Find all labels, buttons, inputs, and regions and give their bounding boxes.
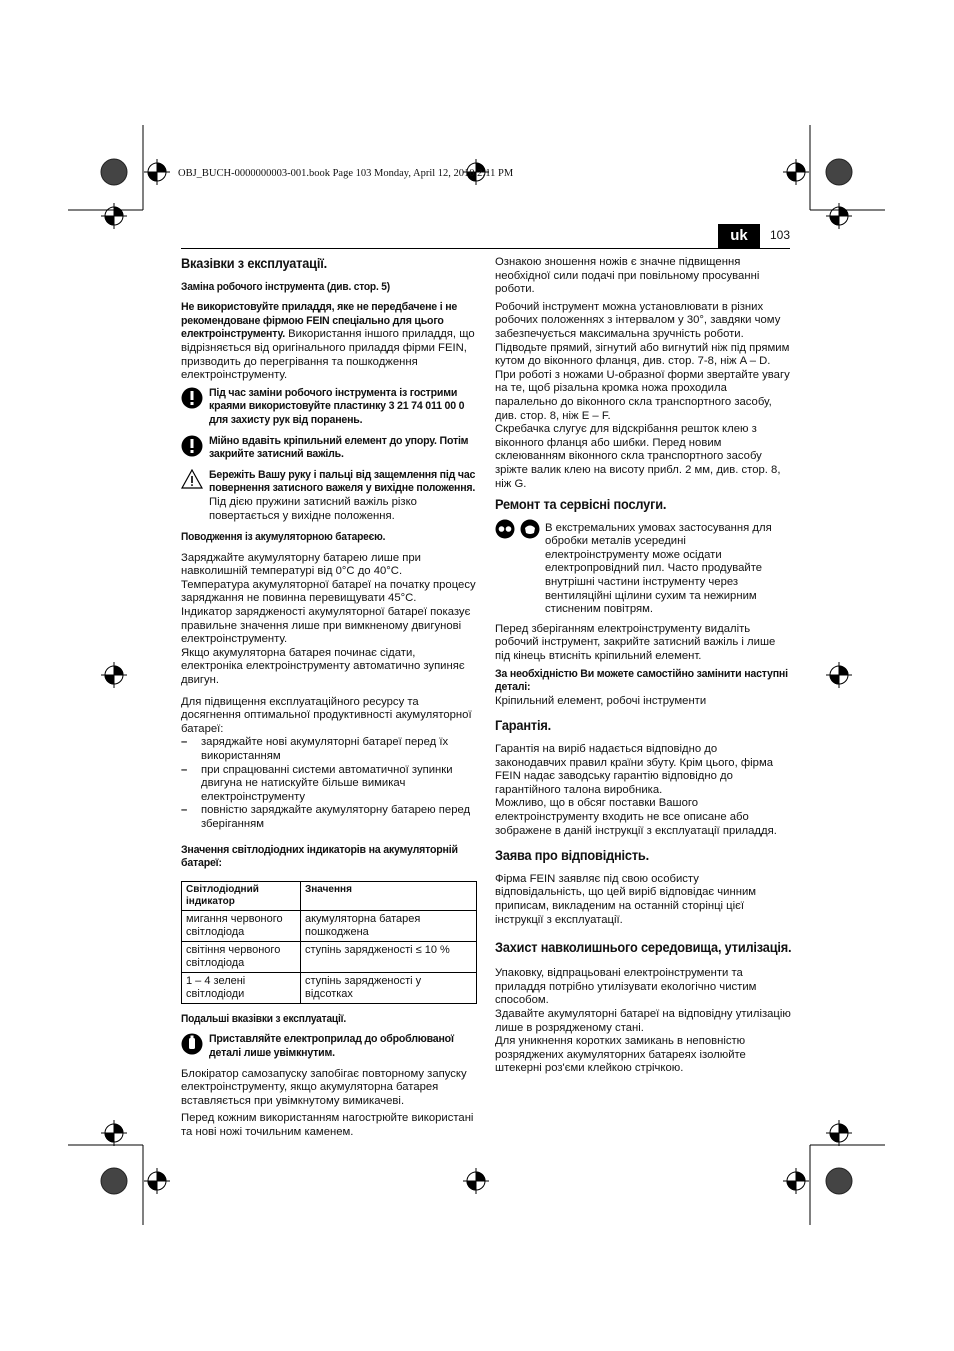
table-header-cell: Світлодіодний індикатор	[182, 881, 301, 910]
wear-paragraph: Ознакою зношення ножів є значне підвищення необхідної сили подачі при повільному просуванні роботи.	[495, 256, 760, 296]
warning-block-1	[181, 387, 477, 428]
battery-paragraph-1: Заряджайте акумуляторну батарею лише при навколишній температурі від 0°C до 40°C.	[181, 551, 421, 578]
warranty-paragraph-2: Можливо, що в обсяг поставки Вашого електроінструменту входить не все описане або зображене в даній інструкції з експлуатації приладдя.	[495, 797, 777, 837]
scraper-paragraph: Скребачка слугує для відскрібання решток клею з віконного фланця або шибки. Перед новим склеюванням віконного скла транспортного засобу зріжте валик клею на висоту прибл. 2 мм, див. стор. 8, ніж G.	[495, 423, 781, 490]
heading-usage: Вказівки з експлуатації.	[181, 256, 327, 272]
battery-paragraph-5: Для підвищення експлуатаційного ресурсу та досягнення оптимальної продуктивності акумуляторної батареї:	[181, 695, 472, 735]
sharpen-paragraph: Перед кожним використанням нагострюйте використані та нові ножі точильним каменем.	[181, 1112, 474, 1138]
page-number: 103	[770, 228, 791, 242]
table-cell: акумуляторна батарея пошкоджена	[301, 910, 477, 941]
header-rule	[181, 248, 790, 249]
table-header-cell: Значення	[301, 881, 477, 910]
warning-block-3	[181, 469, 477, 523]
heading-conformity: Заява про відповідність.	[495, 848, 649, 865]
left-column	[181, 256, 477, 1144]
exclamation-icon	[181, 387, 203, 409]
warning-text-3-bold: Бережіть Вашу руку і пальці від защемлення під час повернення затисного важеля у вихідне положення.	[209, 468, 476, 495]
protective-goggles-icon	[495, 519, 515, 539]
battery-paragraph-3: Індикатор зарядженості акумуляторної батареї показує правильне значення лише при вимкненому двигунові електроінструменту.	[181, 606, 471, 646]
environment-paragraph-3: Для уникнення коротких замикань в неповністю розряджених акумуляторних батареях ізолюйте штекерні роз'єми клейкою стрічкою.	[495, 1035, 746, 1075]
restart-lock-paragraph: Блокіратор самозапуску запобігає повторному запуску електроінструменту, якщо акумуляторна батарея вставляється при увімкнутому вимикачеві.	[181, 1067, 467, 1107]
right-column	[495, 256, 791, 1080]
language-badge: uk	[718, 224, 760, 248]
conformity-paragraph: Фірма FEIN заявляє під свою особисту відповідальність, що цей виріб відповідає чинним приписам, викладеним на останній сторінці цієї інструкції з експлуатації.	[495, 872, 757, 926]
u-blade-paragraph: При роботі з ножами U-образної форми звертайте увагу на те, щоб різальна кромка ножа проходила паралельно до віконного скла транспортного засобу, див. стор. 8, ніж E – F.	[495, 368, 790, 422]
led-table-title: Значення світлодіодних індикаторів на акумуляторній батареї:	[181, 843, 458, 870]
led-indicator-table	[181, 881, 477, 1004]
exclamation-icon	[181, 435, 203, 457]
warning-triangle-icon	[181, 469, 203, 489]
table-row	[182, 941, 477, 972]
heading-warranty: Гарантія.	[495, 718, 551, 735]
straight-blade-paragraph: Підводьте прямий, зігнутий або вигнутий ніж під прямим кутом до віконного фланця, див. стор. 7-8, ніж A – D.	[495, 341, 790, 368]
position-paragraph: Робочий інструмент можна установлювати в різних робочих положеннях з інтервалом у 30°, завдяки чому забезпечується максимальна зручність роботи.	[495, 300, 781, 340]
heading-tool-change: Заміна робочого інструмента (див. стор. 5)	[181, 280, 390, 293]
table-cell: ступінь зарядженості у відсотках	[301, 972, 477, 1003]
heading-environment: Захист навколишнього середовища, утилізація.	[495, 940, 792, 957]
service-paragraph-1: В екстремальних умовах застосування для обробки металів усередині електроінструменту може осідати електропровідний пил. Часто продувайте внутрішні частини інструменту через вентиляційні щілини сухим та нежирним стисненим повітрям.	[545, 521, 772, 616]
warning-block-4	[181, 1033, 477, 1060]
accessory-paragraph	[181, 301, 477, 383]
list-item: – повністю заряджайте акумуляторну батарею перед зберіганням	[181, 804, 471, 830]
heading-service: Ремонт та сервісні послуги.	[495, 497, 667, 514]
environment-paragraph-2: Здавайте акумуляторні батареї на відповідну утилізацію лише в розрядженому стані.	[495, 1007, 791, 1034]
warning-block-2	[181, 435, 477, 462]
warranty-paragraph-1: Гарантія на виріб надається відповідно до законодавчих правил країни збуту. Крім цього, фірма FEIN надає заводську гарантію відповідно до гарантійного талона виробника.	[495, 743, 774, 796]
service-parts-list: Кріпильний елемент, робочі інструменти	[495, 694, 707, 707]
warning-text-3-rest: Під дією пружини затисний важіль різко повертається у вихідне положення.	[209, 495, 417, 522]
list-item: – при спрацюванні системи автоматичної зупинки двигуна не натискуйте більше вимикач електроінструменту	[181, 763, 453, 803]
table-header-row	[182, 881, 477, 910]
table-cell: світіння червоного світлодіода	[182, 941, 301, 972]
warning-text-1: Під час заміни робочого інструмента із гострими краями використовуйте пластинку 3 21 74 011 00 0 для захисту рук від поранень.	[209, 386, 465, 426]
heading-more-usage: Подальші вказівки з експлуатації.	[181, 1012, 346, 1025]
table-row	[182, 910, 477, 941]
dust-mask-icon	[520, 519, 540, 539]
battery-paragraph-2: Температура акумуляторної батареї на початку процесу заряджання не повинна перевищувати 45°C.	[181, 578, 476, 605]
heading-battery: Поводження із акумуляторною батареєю.	[181, 531, 386, 544]
warning-text-3	[209, 469, 477, 523]
service-parts-title: За необхідністю Ви можете самостійно замінити наступні деталі:	[495, 667, 788, 694]
list-item: – заряджайте нові акумуляторні батареї перед їх використанням	[181, 736, 449, 762]
table-row	[182, 972, 477, 1003]
environment-paragraph-1: Упаковку, відпрацьовані електроінструменти та приладдя потрібно утилізувати екологічно чистим способом.	[495, 967, 757, 1007]
warning-text-4: Приставляйте електроприлад до оброблюваної деталі лише увімкнутим.	[209, 1033, 454, 1059]
warning-text-2: Мійно вдавіть кріпильний елемент до упору. Потім закрийте затисний важіль.	[209, 434, 469, 461]
table-cell: 1 – 4 зелені світлодіоди	[182, 972, 301, 1003]
accessory-warning-bold: Не використовуйте приладдя, яке не передбачене і не рекомендоване фірмою FEIN спеціально для цього електроінструменту.	[181, 301, 458, 341]
service-block	[495, 522, 791, 617]
book-file-info: OBJ_BUCH-0000000003-001.book Page 103 Monday, April 12, 2010 2:11 PM	[178, 168, 514, 179]
hand-tool-icon	[181, 1033, 203, 1055]
service-paragraph-2: Перед зберіганням електроінструменту видаліть робочий інструмент, закрийте затисний важіль і лише під кінець втисніть кріпильний елемент.	[495, 622, 776, 663]
table-cell: мигання червоного світлодіода	[182, 910, 301, 941]
accessory-warning-text: Використання іншого приладдя, що відрізняється від оригінального приладдя фірми FEIN, призводить до перегрівання та пошкодження електроінструменту.	[181, 328, 475, 382]
battery-paragraph-4: Якщо акумуляторна батарея починає сідати, електроніка електроінструменту автоматично зупиняє двигун.	[181, 646, 465, 687]
table-cell: ступінь зарядженості ≤ 10 %	[301, 941, 477, 972]
